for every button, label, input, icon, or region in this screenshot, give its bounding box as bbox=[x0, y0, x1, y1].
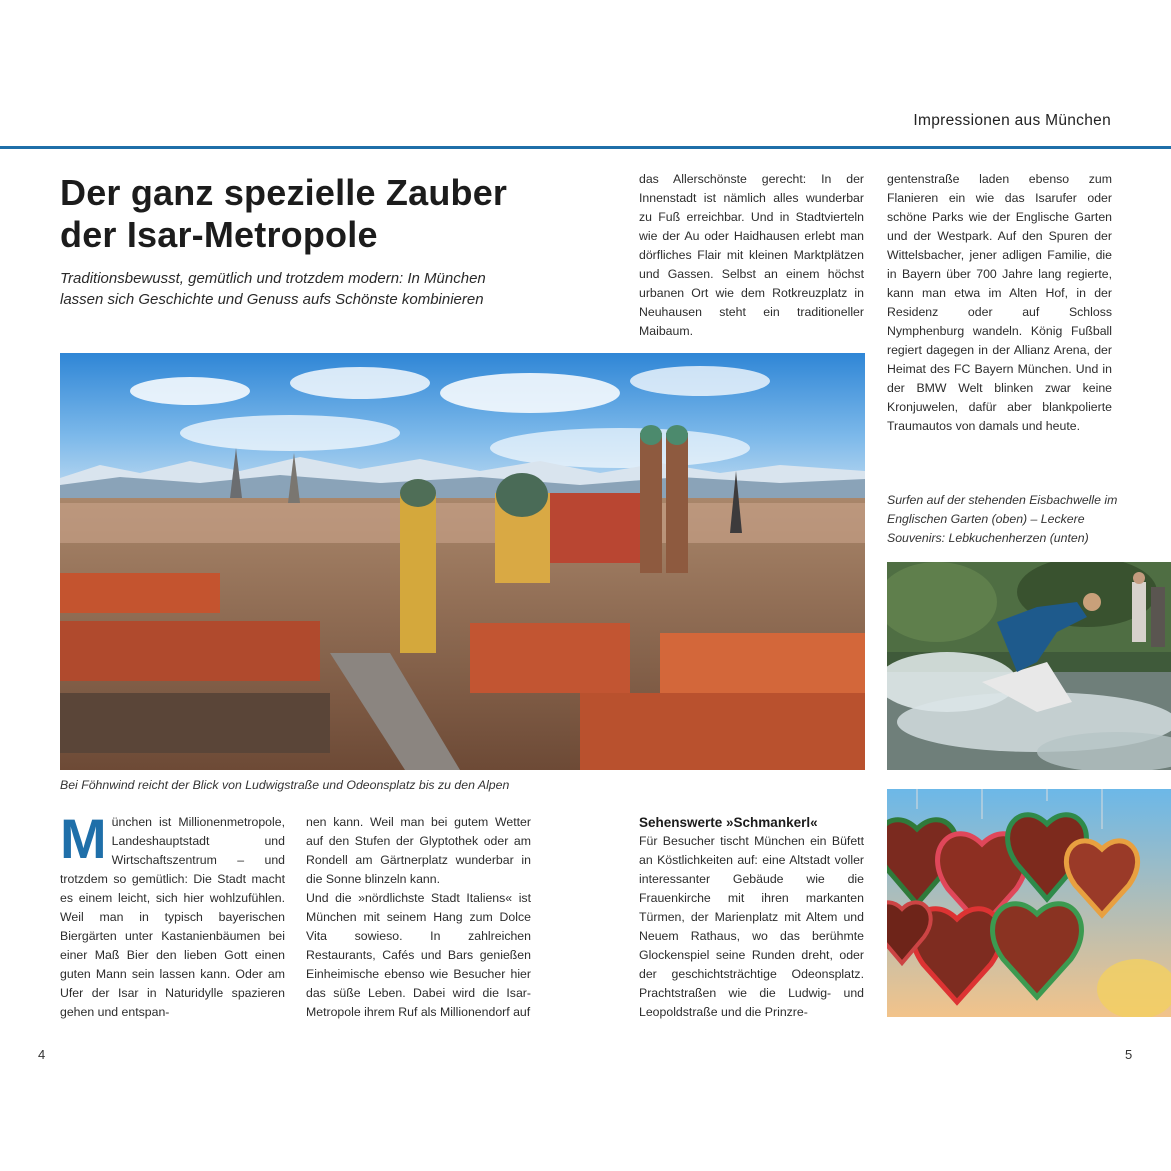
page-number-right: 5 bbox=[1125, 1047, 1133, 1062]
body-text-col-1: ünchen ist Millionenmetropole, Landeshauptstadt und Wirtschaftszentrum – und trotzdem so gemütlich: Die Stadt macht es einem leicht, sich hier wohlzufühlen. Weil man in typisch bayerischen Biergärten unter Kastanienbäumen bei einer Maß Bier den lieben Gott einen guten Mann sein lassen kann. Oder am Ufer der Isar in Naturidylle spazieren gehen und entspan- bbox=[60, 815, 285, 1019]
article-title bbox=[60, 172, 600, 256]
eisbach-surfer-photo bbox=[887, 562, 1171, 770]
title-line-1: Der ganz spezielle Zauber bbox=[60, 172, 508, 213]
body-column-4 bbox=[887, 170, 1112, 436]
page-number-left: 4 bbox=[38, 1047, 46, 1062]
body-column-5 bbox=[639, 813, 864, 1022]
drop-cap: M bbox=[60, 807, 107, 870]
running-head: Impressionen aus München bbox=[913, 112, 1111, 129]
main-photo-caption: Bei Föhnwind reicht der Blick von Ludwigstraße und Odeonsplatz bis zu den Alpen bbox=[60, 778, 510, 792]
section-heading-schmankerl: Sehenswerte »Schmankerl« bbox=[639, 815, 818, 830]
body-text-col-4: gentenstraße laden ebenso zum Flanieren ein wie das Isarufer oder schöne Parks wie der Englische Garten und der Westpark. Auf den Spuren der Wittelsbacher, jener adligen Familie, die in Bayern über 700 Jahre lang regierte, kann man etwa im Alten Hof, in der Residenz oder auf Schloss Nymphenburg wandeln. König Fußball regiert dagegen in der Allianz Arena, der Heimat des FC Bayern München. Und in der BMW Welt blinken zwar keine Kronjuwelen, dafür aber blankpolierte Traumautos von damals und heute. bbox=[887, 172, 1112, 433]
side-photo-caption: Surfen auf der stehenden Eisbachwelle im Englischen Garten (oben) – Leckere Souvenirs: Lebkuchenherzen (unten) bbox=[887, 493, 1118, 545]
title-line-2: der Isar-Metropole bbox=[60, 214, 378, 255]
body-column-1 bbox=[60, 807, 285, 1022]
body-text-col-2-p2: Und die »nördlichste Stadt Italiens« ist München mit seinem Hang zum Dolce Vita sowieso. In zahlreichen Restaurants, Cafés und Bars genießen Einheimische ebenso wie Besucher hier das süße Leben. Dabei wird die Isar-Metropole ihrem Ruf als Millionendorf auf bbox=[306, 891, 531, 1019]
header-rule bbox=[0, 146, 1171, 149]
body-text-col-3: das Allerschönste gerecht: In der Innenstadt ist nämlich alles wunderbar zu Fuß erreichbar. Und in Stadtvierteln wie der Au oder Haidhausen erlebt man dörfliches Flair mit kleinen Marktplätzen und Gassen. Selbst an einem höchst urbanen Ort wie dem Rotkreuzplatz in Neuhausen steht ein traditioneller Maibaum. bbox=[639, 172, 864, 338]
body-text-col-2-p1: nen kann. Weil man bei gutem Wetter auf den Stufen der Glyptothek oder am Rondell am Gärtnerplatz wunderbar in die Sonne blinzeln kann. bbox=[306, 815, 531, 886]
body-text-col-5: Für Besucher tischt München ein Büfett an Köstlichkeiten auf: eine Altstadt voller interessanter Gebäude wie die Frauenkirche mit ihren markanten Türmen, der Marienplatz mit Altem und Neuem Rathaus, wo das berühmte Glockenspiel seine Runden dreht, oder der geschichtsträchtige Odeonsplatz. Prachtstraßen wie die Ludwig- und Leopoldstraße und die Prinzre- bbox=[639, 834, 864, 1019]
body-column-3 bbox=[639, 170, 864, 341]
munich-skyline-photo bbox=[60, 353, 865, 770]
article-subtitle: Traditionsbewusst, gemütlich und trotzdem modern: In München lassen sich Geschichte und Genuss aufs Schönste kombinieren bbox=[60, 270, 486, 308]
lebkuchenherzen-photo bbox=[887, 789, 1171, 1017]
body-column-2 bbox=[306, 813, 531, 1022]
